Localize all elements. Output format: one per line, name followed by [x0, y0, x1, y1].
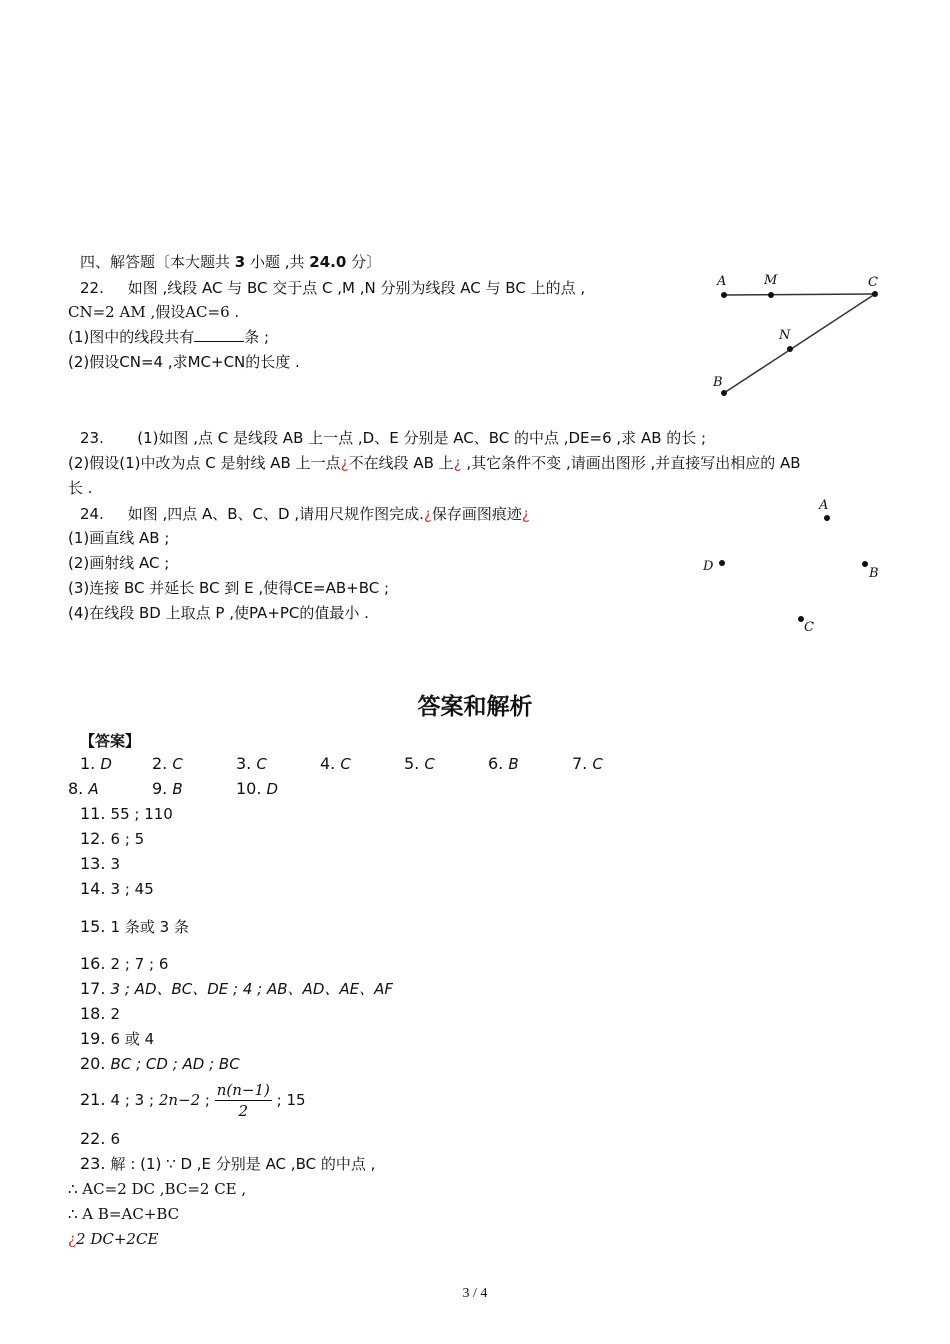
answer-19: 19. 6 或 4 [80, 1029, 155, 1048]
answer-4: 4. C [320, 754, 351, 773]
label-d: D [703, 559, 714, 574]
fraction: $\frac{n(n-1)}{2}$ [216, 1081, 270, 1120]
answer-2: 2. C [152, 754, 183, 773]
label-b: B [869, 566, 879, 581]
answer-1: 1. D [80, 754, 112, 773]
label-b: B [713, 375, 723, 390]
q23-line2: (2)假设(1)中改为点 C 是射线 AB 上一点¿不在线段 AB 上¿ ,其它条件不变 ,请画出图形 ,并直接写出相应的 AB [68, 454, 801, 472]
point-a [721, 292, 727, 298]
answer-3: 3. C [236, 754, 267, 773]
answer-15: 15. 1 条或 3 条 [80, 917, 189, 936]
q23-line3: 长 . [68, 479, 93, 497]
q24-part1: (1)画直线 AB ; [68, 529, 170, 547]
answer-16: 16. 2 ; 7 ; 6 [80, 954, 169, 973]
answer-23: 23. 解 : (1) ∵ D ,E 分别是 AC ,BC 的中点 , [80, 1154, 376, 1173]
section-heading: 四、解答题〔本大题共 3 小题 ,共 24.0 分〕 [80, 253, 382, 271]
answer-14: 14. 3 ; 45 [80, 879, 154, 898]
label-a: A [819, 498, 829, 513]
answer-12: 12. 6 ; 5 [80, 829, 145, 848]
point-m [768, 292, 774, 298]
answer-13: 13. 3 [80, 854, 121, 873]
q24-number: 24. [80, 505, 104, 523]
point-b [721, 390, 727, 396]
answer-21: 21. 4 ; 3 ; 2n−2 ; $\frac{n(n-1)}{2}$ ; 15 [80, 1081, 306, 1120]
answer-17: 17. 3 ; AD、BC、DE ; 4 ; AB、AD、AE、AF [80, 979, 393, 998]
point-a [824, 515, 830, 521]
label-c: C [868, 275, 878, 290]
point-b [862, 561, 868, 567]
page-number: 3 / 4 [462, 1286, 488, 1301]
q22-part1: (1)图中的线段共有 条 ; [68, 328, 270, 346]
answers-title: 答案和解析 [417, 694, 533, 720]
label-a: A [717, 274, 727, 289]
answer-8: 8. A [68, 779, 99, 798]
q24-part2: (2)画射线 AC ; [68, 554, 170, 572]
answer-5: 5. C [404, 754, 435, 773]
answers-label: 【答案】 [80, 732, 141, 750]
q22-part2: (2)假设CN=4 ,求MC+CN的长度 . [68, 353, 300, 371]
q23-number: 23. [80, 429, 104, 447]
label-m: M [764, 273, 778, 288]
answer-11: 11. 55 ; 110 [80, 804, 173, 823]
solution-line3: ¿2 DC+2CE [68, 1230, 159, 1248]
answer-18: 18. 2 [80, 1004, 121, 1023]
answer-6: 6. B [488, 754, 519, 773]
segment-ac [724, 294, 875, 295]
q22-text: 如图 ,线段 AC 与 BC 交于点 C ,M ,N 分别为线段 AC 与 BC 上的点 , [127, 279, 586, 297]
answer-blank [194, 327, 244, 342]
q22-line1 [80, 278, 585, 298]
point-n [787, 346, 793, 352]
label-n: N [779, 328, 791, 343]
q24-part3: (3)连接 BC 并延长 BC 到 E ,使得CE=AB+BC ; [68, 579, 390, 597]
q22-number: 22. [80, 279, 104, 297]
answer-22: 22. 6 [80, 1129, 121, 1148]
solution-line1: ∴ AC=2 DC ,BC=2 CE , [68, 1180, 247, 1198]
q24-line1: 24. 如图 ,四点 A、B、C、D ,请用尺规作图完成.¿保存画图痕迹¿ [80, 505, 530, 523]
point-c [872, 291, 878, 297]
answer-9: 9. B [152, 779, 183, 798]
figure-q24 [695, 490, 895, 650]
label-c: C [804, 620, 814, 635]
figure-q22 [700, 266, 900, 406]
q23-line1: 23. (1)如图 ,点 C 是线段 AB 上一点 ,D、E 分别是 AC、BC 的中点 ,DE=6 ,求 AB 的长 ; [80, 429, 707, 447]
answer-7: 7. C [572, 754, 603, 773]
answer-20: 20. BC ; CD ; AD ; BC [80, 1054, 240, 1073]
q22-line2: CN=2 AM ,假设AC=6 . [68, 303, 240, 321]
solution-line2: ∴ A B=AC+BC [68, 1205, 180, 1223]
segment-bc [724, 294, 875, 393]
answer-10: 10. D [236, 779, 279, 798]
point-d [719, 560, 725, 566]
q24-part4: (4)在线段 BD 上取点 P ,使PA+PC的值最小 . [68, 604, 369, 622]
